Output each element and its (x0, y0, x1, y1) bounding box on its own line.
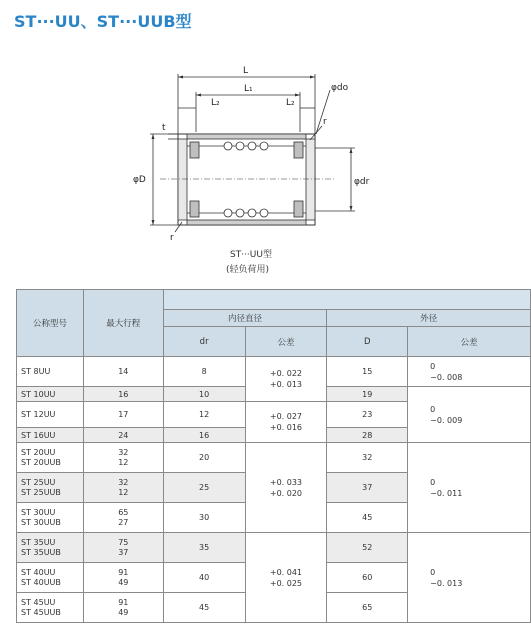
table-row (17, 357, 531, 387)
cell-D: 28 (327, 428, 408, 443)
cell-stroke: 14 (83, 357, 163, 387)
cell-inner-tol (245, 443, 327, 533)
tol-upper: +0. 022 (269, 369, 303, 378)
header-blank (163, 290, 530, 310)
model-uu: ST 45UU (21, 597, 56, 607)
cell-inner-tol (245, 533, 327, 623)
cell-stroke (83, 473, 163, 503)
tol-lower: +0. 025 (269, 578, 303, 588)
cell-model (17, 563, 84, 593)
cell-outer-tol (408, 357, 531, 387)
cell-model (17, 473, 84, 503)
tol-lower: −0. 009 (430, 415, 463, 425)
model-uu: ST 25UU (21, 477, 56, 487)
cell-stroke (83, 443, 163, 473)
header-tol-outer: 公差 (408, 327, 531, 357)
spec-table (16, 289, 531, 623)
cell-D: 23 (327, 402, 408, 428)
dim-label-do: φdo (331, 83, 349, 93)
dim-label-t: t (162, 123, 166, 133)
stroke-uub: 49 (118, 607, 129, 617)
stroke-uub: 27 (118, 517, 129, 527)
tol-upper: +0. 027 (269, 412, 303, 421)
cell-model: ST 16UU (17, 428, 84, 443)
table-row (17, 533, 531, 563)
header-model: 公称型号 (17, 290, 84, 357)
stroke-uu: 32 (118, 447, 129, 457)
cell-inner-tol (245, 402, 327, 443)
tol-upper: +0. 033 (269, 477, 303, 487)
dim-label-r-top: r (323, 117, 327, 127)
cell-model: ST 10UU (17, 387, 84, 402)
dim-label-L2-right: L₂ (286, 98, 295, 108)
tol-lower: −0. 011 (430, 488, 463, 498)
stroke-uub: 12 (118, 487, 129, 497)
dim-label-r-bottom: r (170, 233, 174, 243)
stroke-uu: 91 (118, 597, 129, 607)
cell-stroke (83, 503, 163, 533)
model-uub: ST 45UUB (21, 607, 61, 617)
tol-upper: 0 (430, 477, 436, 487)
cell-inner-tol (245, 357, 327, 402)
cell-D: 52 (327, 533, 408, 563)
tol-lower: +0. 013 (269, 380, 303, 389)
cell-stroke (83, 593, 163, 623)
cell-D: 19 (327, 387, 408, 402)
cell-dr: 12 (163, 402, 245, 428)
tol-lower: +0. 016 (269, 423, 303, 432)
cell-dr: 45 (163, 593, 245, 623)
tol-upper: +0. 041 (269, 567, 303, 577)
stroke-uu: 91 (118, 567, 129, 577)
cell-D: 15 (327, 357, 408, 387)
cell-stroke (83, 563, 163, 593)
bearing-technical-drawing (130, 60, 390, 245)
cell-dr: 20 (163, 443, 245, 473)
cell-dr: 8 (163, 357, 245, 387)
model-uu: ST 20UU (21, 447, 56, 457)
model-uu: ST 30UU (21, 507, 56, 517)
table-row (17, 443, 531, 473)
tol-lower: −0. 013 (430, 578, 463, 588)
cell-stroke: 24 (83, 428, 163, 443)
stroke-uu: 65 (118, 507, 129, 517)
tol-upper: 0 (430, 404, 436, 414)
stroke-uu: 75 (118, 537, 129, 547)
tol-upper: 0 (430, 361, 436, 371)
model-uu: ST 35UU (21, 537, 56, 547)
model-uub: ST 25UUB (21, 487, 61, 497)
cell-outer-tol (408, 533, 531, 623)
dim-label-L: L (243, 66, 249, 76)
cell-stroke (83, 533, 163, 563)
cell-model (17, 533, 84, 563)
stroke-uu: 32 (118, 477, 129, 487)
dim-label-dr: φdr (354, 177, 370, 187)
header-dr: dr (163, 327, 245, 357)
cell-stroke: 17 (83, 402, 163, 428)
cell-dr: 30 (163, 503, 245, 533)
cell-D: 37 (327, 473, 408, 503)
cell-model (17, 503, 84, 533)
header-outer-diameter: 外径 (327, 310, 531, 327)
model-uu: ST 40UU (21, 567, 56, 577)
cell-D: 32 (327, 443, 408, 473)
cell-model: ST 12UU (17, 402, 84, 428)
cell-model (17, 443, 84, 473)
cell-dr: 25 (163, 473, 245, 503)
stroke-uub: 12 (118, 457, 129, 467)
tol-lower: +0. 020 (269, 488, 303, 498)
dim-label-D: φD (133, 175, 146, 185)
dim-label-L1: L₁ (244, 84, 253, 94)
cell-stroke: 16 (83, 387, 163, 402)
cell-dr: 35 (163, 533, 245, 563)
model-uub: ST 20UUB (21, 457, 61, 467)
cell-model (17, 593, 84, 623)
cell-model: ST 8UU (17, 357, 84, 387)
model-uub: ST 35UUB (21, 547, 61, 557)
cell-dr: 16 (163, 428, 245, 443)
figure-caption: ST···UU型 (230, 250, 272, 260)
figure-note: (轻负荷用) (226, 265, 270, 275)
cell-dr: 40 (163, 563, 245, 593)
tol-lower: −0. 008 (430, 372, 463, 382)
cell-outer-tol (408, 443, 531, 533)
model-uub: ST 40UUB (21, 577, 61, 587)
cell-D: 60 (327, 563, 408, 593)
cell-D: 65 (327, 593, 408, 623)
tol-upper: 0 (430, 567, 436, 577)
cell-outer-tol (408, 387, 531, 443)
header-tol-inner: 公差 (245, 327, 327, 357)
stroke-uub: 49 (118, 577, 129, 587)
model-uub: ST 30UUB (21, 517, 61, 527)
header-inner-diameter: 内径直径 (163, 310, 327, 327)
cell-D: 45 (327, 503, 408, 533)
header-stroke: 最大行程 (83, 290, 163, 357)
dim-label-L2-left: L₂ (211, 98, 220, 108)
cell-dr: 10 (163, 387, 245, 402)
page-title: ST···UU、ST···UUB型 (14, 12, 192, 31)
stroke-uub: 37 (118, 547, 129, 557)
header-D: D (327, 327, 408, 357)
